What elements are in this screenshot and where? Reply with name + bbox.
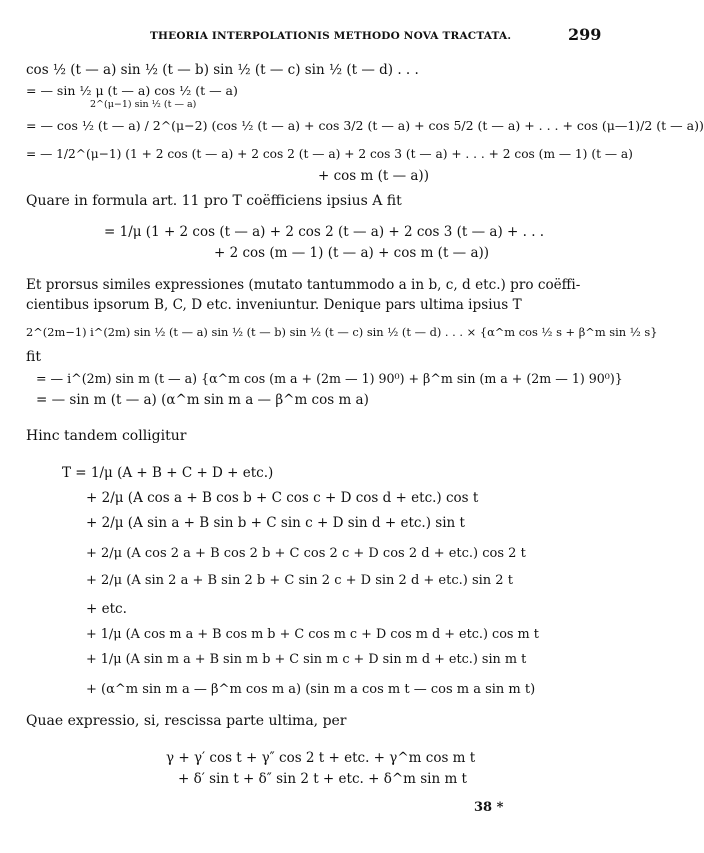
T-line-2: + 2/μ (A cos a + B cos b + C cos c + D cos d + etc.) cos t [86,490,479,506]
text-line-cientibus: cientibus ipsorum B, C, D etc. inveniuntur. Denique pars ultima ipsius T [26,297,522,313]
page-number: 299 [568,25,602,44]
coefficient-line-2: + 2 cos (m — 1) (t — a) + cos m (t — a)) [214,245,490,261]
text-line-fit: fit [26,349,41,365]
equation-line-1: cos ½ (t — a) sin ½ (t — b) sin ½ (t — c) sin ½ (t — d) . . . [26,62,419,78]
text-line-et-prorsus: Et prorsus similes expressiones (mutato tantummodo a in b, c, d etc.) pro coëffi- [26,277,581,293]
equation-pars-ultima: 2^(2m−1) i^(2m) sin ½ (t — a) sin ½ (t — b) sin ½ (t — c) sin ½ (t — d) . . . × {α^m cos ½ s + β^m sin ½ s} [26,325,658,339]
T-line-6: + etc. [86,601,127,617]
T-line-7: + 1/μ (A cos m a + B cos m b + C cos m c + D cos m d + etc.) cos m t [86,627,539,642]
T-line-3: + 2/μ (A sin a + B sin b + C sin c + D sin d + etc.) sin t [86,515,465,531]
equation-line-4: = — 1/2^(μ−1) (1 + 2 cos (t — a) + 2 cos 2 (t — a) + 2 cos 3 (t — a) + . . . + 2 cos (m — 1) (t — a) [26,147,633,161]
equation-line-2: = — sin ½ μ (t — a) cos ½ (t — a) [26,83,238,98]
T-line-5: + 2/μ (A sin 2 a + B sin 2 b + C sin 2 c + D sin 2 d + etc.) sin 2 t [86,573,513,588]
equation-line-3: = — cos ½ (t — a) / 2^(μ−2) (cos ½ (t — a) + cos 3/2 (t — a) + cos 5/2 (t — a) + . . . + cos (μ—1)/2 (t — a)) [26,118,704,133]
equation-line-2-denominator: 2^(μ−1) sin ½ (t — a) [90,99,197,110]
text-line-quare: Quare in formula art. 11 pro T coëfficiens ipsius A fit [26,193,402,209]
text-line-quae: Quae expressio, si, rescissa parte ultima, per [26,713,347,729]
signature-mark: 38 * [474,800,504,815]
equation-fit-line-1: = — i^(2m) sin m (t — a) {α^m cos (m a + (2m — 1) 90⁰) + β^m sin (m a + (2m — 1) 90⁰)} [36,371,623,386]
delta-line: + δ′ sin t + δ″ sin 2 t + etc. + δ^m sin m t [178,771,467,787]
coefficient-line-1: = 1/μ (1 + 2 cos (t — a) + 2 cos 2 (t — a) + 2 cos 3 (t — a) + . . . [104,224,545,240]
running-title: THEORIA INTERPOLATIONIS METHODO NOVA TRACTATA. [150,30,512,42]
gamma-line: γ + γ′ cos t + γ″ cos 2 t + etc. + γ^m cos m t [166,750,476,766]
T-line-8: + 1/μ (A sin m a + B sin m b + C sin m c + D sin m d + etc.) sin m t [86,652,527,667]
T-line-9: + (α^m sin m a — β^m cos m a) (sin m a cos m t — cos m a sin m t) [86,682,536,697]
text-line-hinc: Hinc tandem colligitur [26,428,187,444]
equation-fit-line-2: = — sin m (t — a) (α^m sin m a — β^m cos m a) [36,392,369,408]
T-line-4: + 2/μ (A cos 2 a + B cos 2 b + C cos 2 c + D cos 2 d + etc.) cos 2 t [86,546,526,561]
T-line-1: T = 1/μ (A + B + C + D + etc.) [62,465,274,481]
equation-line-5: + cos m (t — a)) [318,168,429,184]
